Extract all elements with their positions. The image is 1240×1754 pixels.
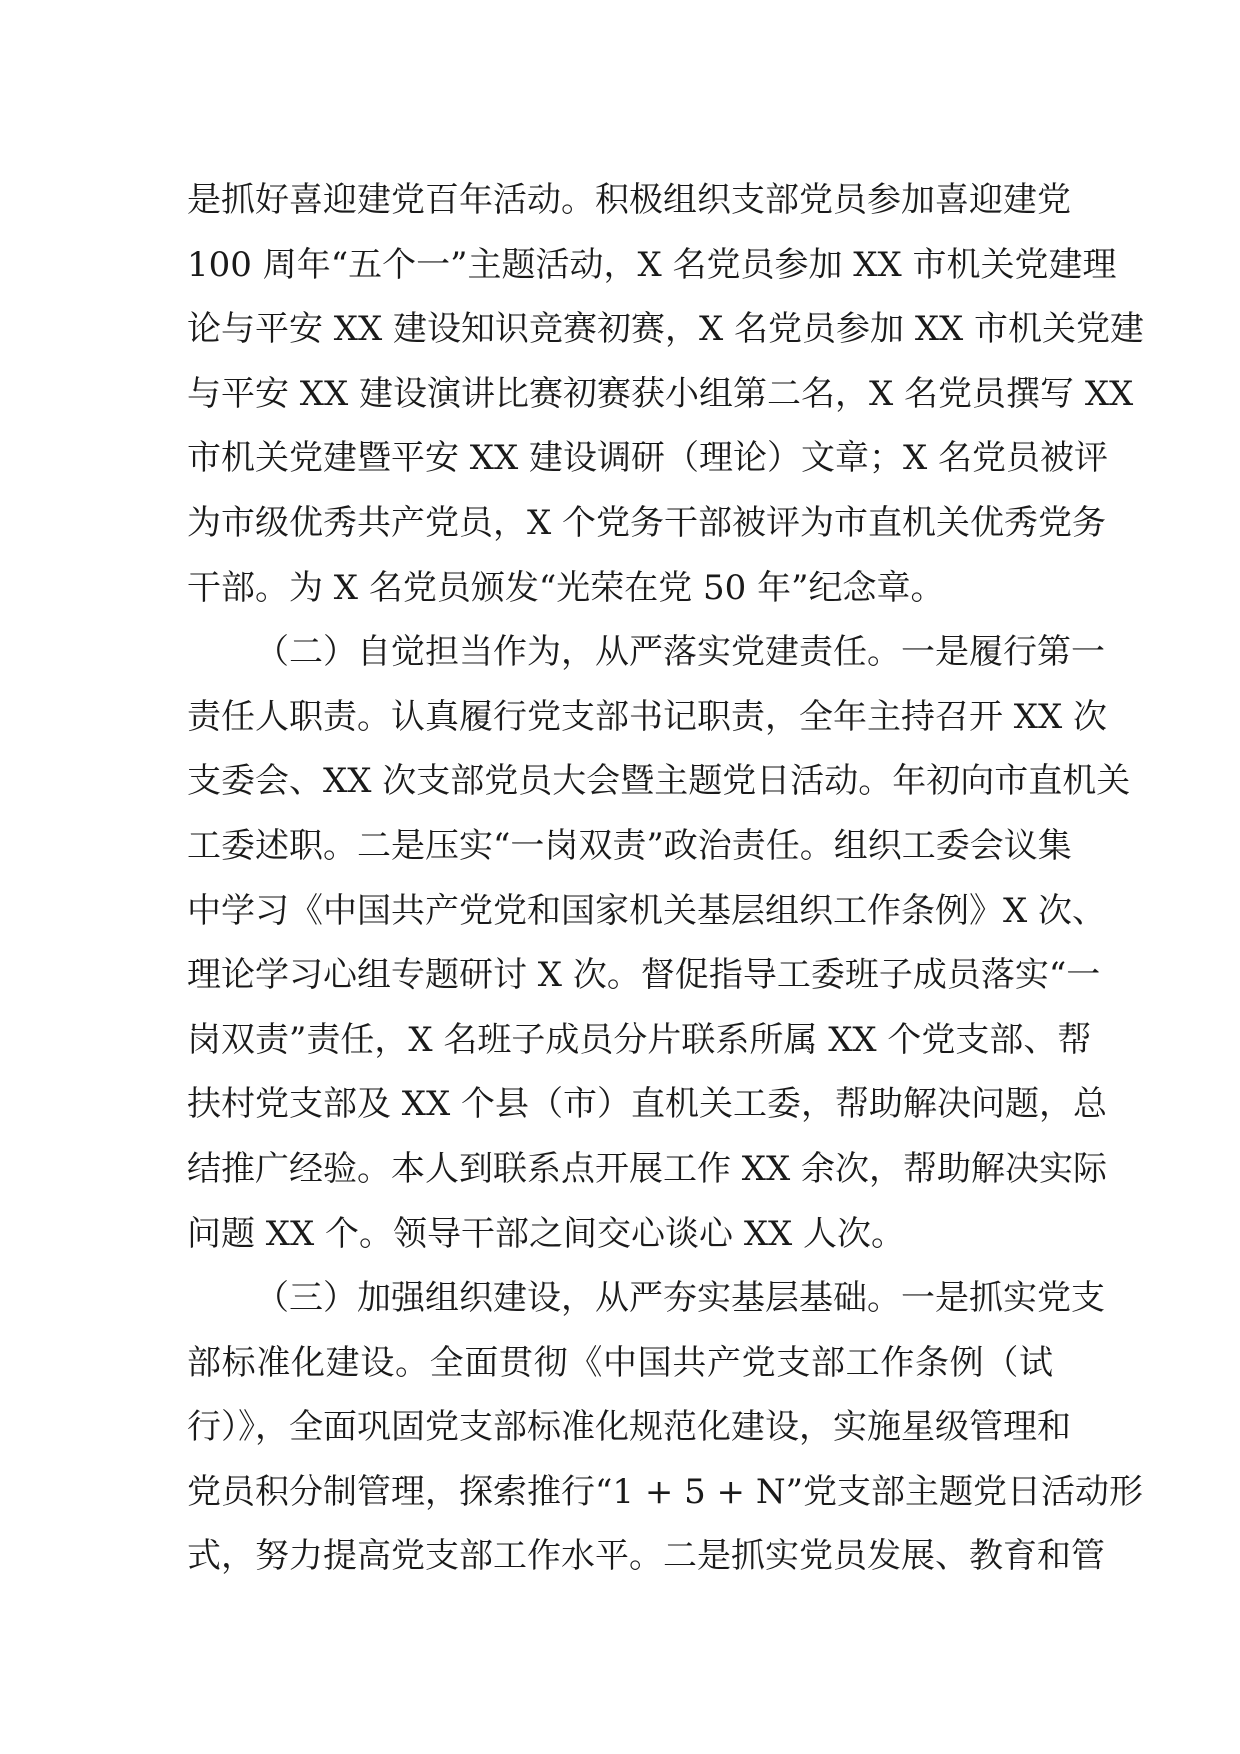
text-line: 干部。为 X 名党员颁发“光荣在党 50 年”纪念章。: [187, 567, 945, 608]
text-line: 为市级优秀共产党员，X 个党务干部被评为市直机关优秀党务: [187, 502, 1107, 543]
text-line: 是抓好喜迎建党百年活动。积极组织支部党员参加喜迎建党: [187, 180, 1071, 220]
text-line: 式，努力提高党支部工作水平。二是抓实党员发展、教育和管: [187, 1536, 1105, 1577]
text-line: 结推广经验。本人到联系点开展工作 XX 余次，帮助解决实际: [187, 1148, 1108, 1189]
text-line: 中学习《中国共产党党和国家机关基层组织工作条例》X 次、: [187, 890, 1107, 931]
text-line: 行）》，全面巩固党支部标准化规范化建设，实施星级管理和: [187, 1407, 1071, 1448]
text-line: 理论学习心组专题研讨 X 次。督促指导工委班子成员落实“一: [187, 955, 1101, 996]
text-line: 部标准化建设。全面贯彻《中国共产党支部工作条例（试: [187, 1342, 1053, 1383]
text-line: 扶村党支部及 XX 个县（市）直机关工委，帮助解决问题，总: [187, 1084, 1108, 1125]
text-line: 与平安 XX 建设演讲比赛初赛获小组第二名，X 名党员撰写 XX: [187, 373, 1134, 414]
text-line: 岗双责”责任，X 名班子成员分片联系所属 XX 个党支部、帮: [187, 1019, 1092, 1060]
text-line: 支委会、XX 次支部党员大会暨主题党日活动。年初向市直机关: [187, 761, 1131, 802]
body-text: [187, 168, 1145, 1589]
text-line: 党员积分制管理，探索推行“1 + 5 + N”党支部主题党日活动形: [187, 1471, 1143, 1512]
text-line: 论与平安 XX 建设知识竞赛初赛，X 名党员参加 XX 市机关党建: [187, 309, 1145, 350]
text-line: 工委述职。二是压实“一岗双责”政治责任。组织工委会议集: [187, 825, 1072, 866]
section-heading-line: （二）自觉担当作为，从严落实党建责任。一是履行第一: [255, 632, 1105, 673]
text-line: 市机关党建暨平安 XX 建设调研（理论）文章；X 名党员被评: [187, 438, 1109, 479]
section-heading-line: （三）加强组织建设，从严夯实基层基础。一是抓实党支: [255, 1278, 1105, 1319]
text-line: 问题 XX 个。领导干部之间交心谈心 XX 人次。: [187, 1213, 906, 1254]
text-line: 责任人职责。认真履行党支部书记职责，全年主持召开 XX 次: [187, 696, 1108, 737]
text-line: 100 周年“五个一”主题活动，X 名党员参加 XX 市机关党建理: [187, 244, 1117, 285]
